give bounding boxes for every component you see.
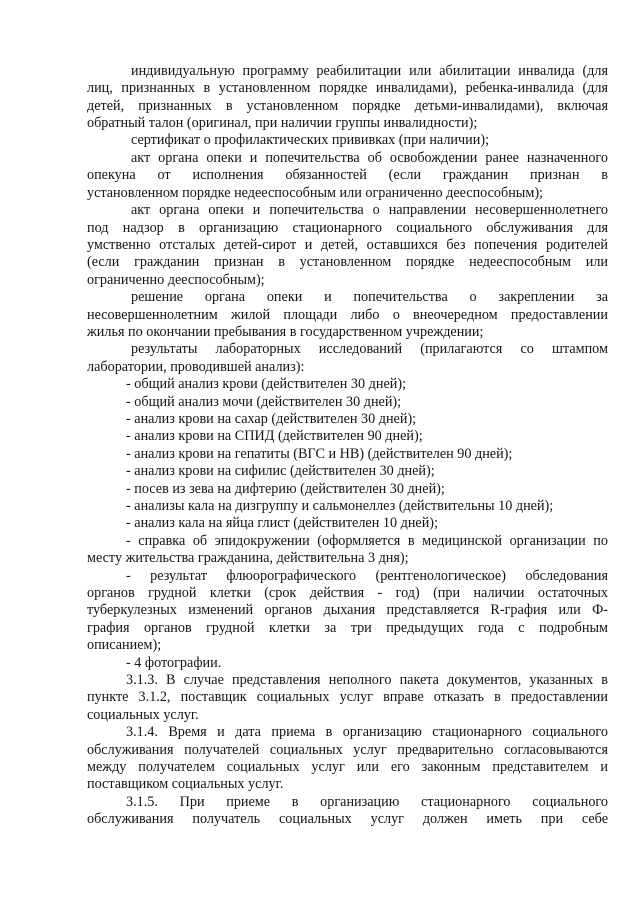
text-line: пункте 3.1.2, поставщик социальных услуг вправе отказать в предоставлении bbox=[87, 689, 608, 705]
text-line: 3.1.5. При приеме в организацию стационарного социального bbox=[126, 794, 608, 810]
text-line: индивидуальную программу реабилитации или абилитации инвалида (для bbox=[131, 63, 608, 79]
list-item: - анализ крови на сахар (действителен 30 дней); bbox=[126, 411, 417, 427]
text-line: детей, признанных в установленном порядке детьми-инвалидами), включая bbox=[87, 98, 608, 114]
text-line: социальных услуг. bbox=[87, 707, 199, 723]
text-line: ограниченно дееспособным); bbox=[87, 272, 265, 288]
text-line: несовершеннолетним жилой площади либо о внеочередном предоставлении bbox=[87, 307, 608, 323]
text-line: 3.1.4. Время и дата приема в организацию стационарного социального bbox=[126, 724, 608, 740]
list-item: - анализы кала на дизгруппу и сальмонеллез (действительны 10 дней); bbox=[126, 498, 554, 514]
text-line: лаборатории, проводившей анализ): bbox=[87, 359, 305, 375]
text-line: между получателем социальных услуг или его законным представителем и bbox=[87, 759, 608, 775]
text-line: туберкулезных изменений органов дыхания представляется R-графия или Ф- bbox=[87, 602, 608, 618]
text-line: акт органа опеки и попечительства об освобождении ранее назначенного bbox=[131, 150, 608, 166]
list-item: - анализ крови на гепатиты (ВГС и НВ) (действителен 90 дней); bbox=[126, 446, 513, 462]
text-line: 3.1.3. В случае представления неполного пакета документов, указанных в bbox=[126, 672, 608, 688]
text-line: обратный талон (оригинал, при наличии группы инвалидности); bbox=[87, 115, 478, 131]
text-line: под надзор в организацию стационарного социального обслуживания для bbox=[87, 220, 608, 236]
text-line: акт органа опеки и попечительства о направлении несовершеннолетнего bbox=[131, 202, 608, 218]
text-line: месту жительства гражданина, действительна 3 дня); bbox=[87, 550, 409, 566]
list-item: - посев из зева на дифтерию (действителен 30 дней); bbox=[126, 481, 445, 497]
list-item: - справка об эпидокружении (оформляется в медицинской организации по bbox=[126, 533, 608, 549]
text-line: графия органов грудной клетки за три предыдущих года с подробным bbox=[87, 620, 608, 636]
text-line: (если гражданин признан в установленном порядке недееспособным или bbox=[87, 254, 608, 270]
list-item: - общий анализ крови (действителен 30 дней); bbox=[126, 376, 407, 392]
list-item: - 4 фотографии. bbox=[126, 655, 222, 671]
text-line: органов грудной клетки (срок действия - год) (при наличии остаточных bbox=[87, 585, 608, 601]
list-item: - анализ кала на яйца глист (действителен 10 дней); bbox=[126, 515, 438, 531]
text-line: описанием); bbox=[87, 637, 162, 653]
list-item: - результат флюорографического (рентгенологическое) обследования bbox=[126, 568, 608, 584]
list-item: - анализ крови на СПИД (действителен 90 дней); bbox=[126, 428, 423, 444]
text-line: поставщиком социальных услуг. bbox=[87, 776, 284, 792]
text-line: обслуживания получатель социальных услуг должен иметь при себе bbox=[87, 811, 608, 827]
text-line: опекуна от исполнения обязанностей (если гражданин признан в bbox=[87, 167, 608, 183]
text-line: жилья по окончании пребывания в государственном учреждении; bbox=[87, 324, 484, 340]
text-line: лиц, признанных в установленном порядке инвалидами), ребенка-инвалида (для bbox=[87, 80, 608, 96]
list-item: - анализ крови на сифилис (действителен 30 дней); bbox=[126, 463, 435, 479]
list-item: - общий анализ мочи (действителен 30 дней); bbox=[126, 394, 402, 410]
text-line: сертификат о профилактических прививках (при наличии); bbox=[131, 132, 490, 148]
text-line: умственно отсталых детей-сирот и детей, оставшихся без попечения родителей bbox=[87, 237, 608, 253]
text-line: обслуживания получателей социальных услуг предварительно согласовываются bbox=[87, 742, 608, 758]
text-line: результаты лабораторных исследований (прилагаются со штампом bbox=[131, 341, 608, 357]
text-line: установленном порядке недееспособным или ограниченно дееспособным); bbox=[87, 185, 543, 201]
text-line: решение органа опеки и попечительства о закреплении за bbox=[131, 289, 608, 305]
